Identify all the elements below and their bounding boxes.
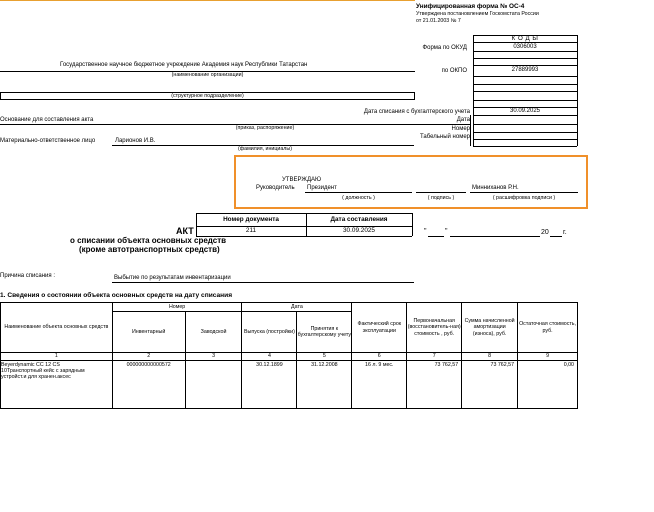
number-label: Номер	[451, 126, 470, 132]
responsible-label: Материально-ответственное лицо	[0, 138, 96, 144]
year-prefix: 20	[541, 229, 549, 236]
approval-role-label: Руководитель	[256, 185, 295, 191]
header-factory: Заводской	[185, 312, 242, 353]
header-residual: Остаточная стоимость, руб.	[518, 303, 578, 353]
column-number: 5	[297, 353, 352, 361]
column-number: 6	[352, 353, 407, 361]
responsible-value: Ларионов И.В.	[115, 138, 156, 144]
row-residual: 0,00	[518, 361, 578, 409]
doc-date-value: 30.09.2025	[343, 227, 375, 234]
approval-signature-caption: ( подпись )	[427, 195, 455, 201]
header-release: Выпуска (постройки)	[242, 312, 297, 353]
header-actual-term: Фактический срок эксплуатации	[352, 303, 407, 353]
header-accepted: Принятия к бухгалтерскому учету	[297, 312, 352, 353]
codes-title: К О Д Ы	[511, 35, 539, 42]
column-number: 1	[1, 353, 113, 361]
act-subtitle-2: (кроме автотранспортных средств)	[79, 245, 220, 254]
okud-label: Форма по ОКУД	[422, 45, 467, 51]
year-suffix: г.	[563, 229, 567, 236]
doc-number-value: 211	[245, 227, 257, 234]
writeoff-value: 30.09.2025	[509, 108, 541, 114]
approved-line-1: Утверждена постановлением Госкомстата России	[416, 11, 539, 17]
okud-value: 0306003	[513, 44, 537, 50]
column-number: 2	[112, 353, 185, 361]
column-number: 9	[518, 353, 578, 361]
quote-close: "	[445, 228, 448, 235]
doc-number-header: Номер документа	[223, 216, 279, 223]
organization-name: Государственное научное бюджетное учреждение Академия наук Республики Татарстан	[60, 62, 308, 68]
reason-label: Причина списания :	[0, 273, 55, 279]
row-name-line-2: 10Транспортный кейс с зарядным	[1, 368, 85, 375]
approval-position: Президент	[307, 185, 337, 191]
column-number: 7	[407, 353, 462, 361]
approval-decoding-caption: ( расшифровка подписи )	[492, 195, 556, 201]
form-title: Унифицированная форма № ОС-4	[416, 3, 525, 10]
top-border-line	[0, 0, 415, 1]
approval-position-caption: ( должность )	[342, 195, 375, 201]
doc-date-header: Дата составления	[330, 216, 388, 223]
row-accepted: 31.12.2008	[297, 361, 352, 409]
header-inventory: Инвентарный	[112, 312, 185, 353]
row-depreciation: 73 762,57	[462, 361, 518, 409]
row-inventory: 000000000000572	[112, 361, 185, 409]
row-factory	[185, 361, 242, 409]
header-depreciation: Сумма начисленной амортизации (износа), руб.	[462, 303, 518, 353]
row-initial-cost: 73 762,57	[407, 361, 462, 409]
header-number-group: Номер	[112, 303, 242, 312]
approval-signer: Минниханов Р.Н.	[472, 185, 519, 191]
row-name-line-1: Beyerdynamic CC 12 CS	[1, 362, 60, 368]
column-number: 8	[462, 353, 518, 361]
division-caption: (структурное подразделение)	[171, 93, 244, 99]
reason-value: Выбытие по результатам инвентаризации	[114, 275, 231, 281]
act-subtitle-1: о списании объекта основных средств	[70, 236, 227, 245]
basis-label: Основание для составления акта	[0, 117, 94, 123]
responsible-caption: (фамилия, инициалы)	[238, 146, 292, 152]
okpo-value: 27889993	[511, 67, 539, 73]
row-name-cell	[1, 361, 113, 409]
approved-line-2: от 21.01.2003 № 7	[416, 18, 461, 24]
column-number: 4	[242, 353, 297, 361]
header-initial-cost: Первоначальная (восстановитель-ная) стоимость , руб.	[407, 303, 462, 353]
basis-caption: (приказ, распоряжение)	[235, 125, 295, 131]
act-title: АКТ	[176, 226, 194, 236]
row-name-line-3: устройст.и для хранен.аксес	[1, 374, 71, 381]
table-row	[1, 361, 578, 409]
row-release: 30.12.1899	[242, 361, 297, 409]
quote-open: "	[424, 228, 427, 235]
row-actual-term: 16 л. 9 мес.	[352, 361, 407, 409]
writeoff-label: Дата списания с бухгалтерского учета	[363, 109, 470, 115]
date-label: Дата	[456, 117, 470, 123]
organization-caption: (наименование организации)	[171, 72, 244, 78]
approval-title: УТВЕРЖДАЮ	[282, 177, 322, 183]
okpo-label: по ОКПО	[441, 68, 467, 74]
tab-number-label: Табельный номер	[420, 134, 470, 140]
header-date-group: Дата	[242, 303, 352, 312]
column-number: 3	[185, 353, 242, 361]
header-name: Наименование объекта основных средств	[1, 303, 113, 353]
assets-table	[0, 302, 578, 409]
section1-title: 1. Сведения о состоянии объекта основных средств на дату списания	[0, 292, 233, 299]
